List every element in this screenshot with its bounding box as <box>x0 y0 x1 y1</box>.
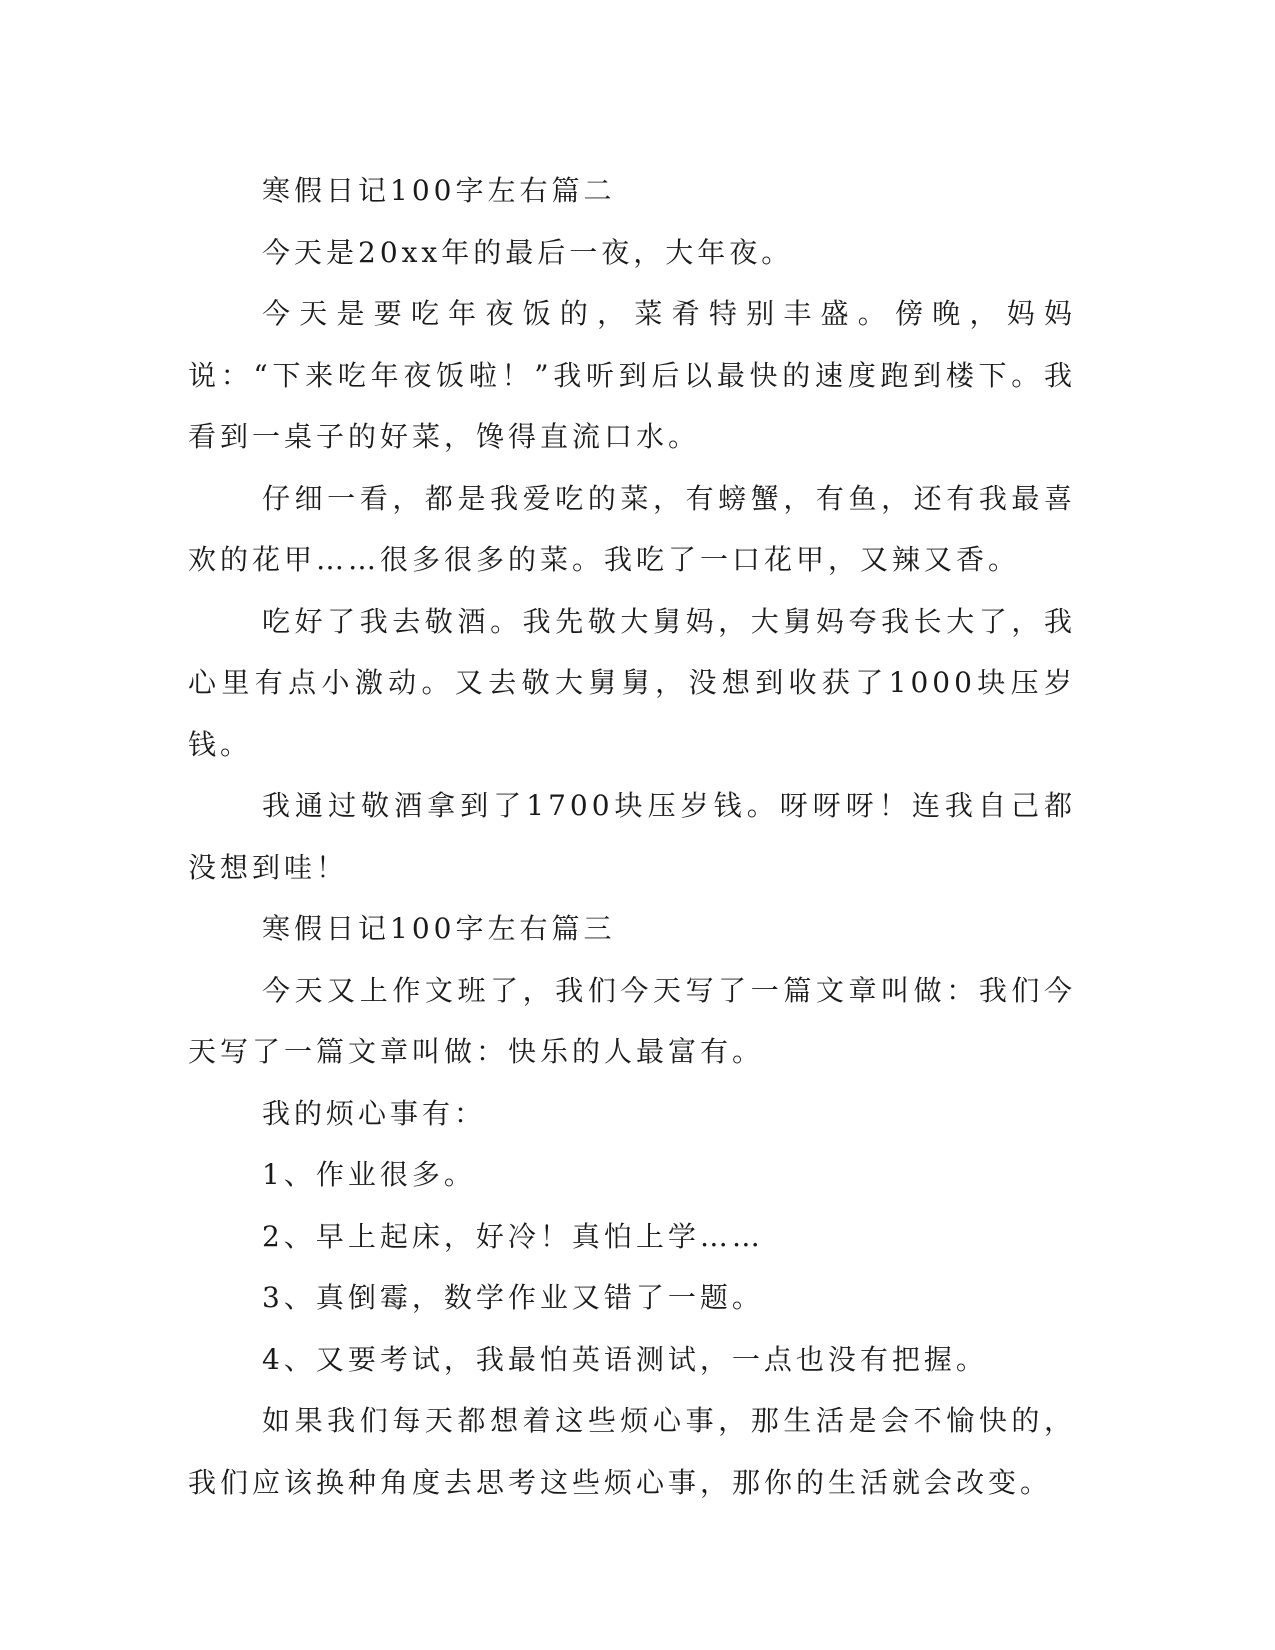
paragraph: 我的烦心事有： <box>262 1096 487 1130</box>
paragraph: 今天是要吃年夜饭的，菜肴特别丰盛。傍晚，妈妈说：“下来吃年夜饭啦！”我听到后以最快的速度跑到楼下。我看到一桌子的好菜，馋得直流口水。 <box>188 297 1076 453</box>
list-item: 4、又要考试，我最怕英语测试，一点也没有把握。 <box>262 1342 988 1376</box>
list-item: 1、作业很多。 <box>262 1158 476 1191</box>
paragraph: 如果我们每天都想着这些烦心事，那生活是会不愉快的，我们应该换种角度去思考这些烦心事，那你的生活就会改变。 <box>188 1404 1076 1499</box>
section-heading: 寒假日记100字左右篇二 <box>262 174 616 207</box>
list-item: 3、真倒霉，数学作业又错了一题。 <box>262 1281 764 1314</box>
paragraph: 今天又上作文班了，我们今天写了一篇文章叫做：我们今天写了一篇文章叫做：快乐的人最富有。 <box>188 973 1076 1068</box>
paragraph: 我通过敬酒拿到了1700块压岁钱。呀呀呀！连我自己都没想到哇！ <box>188 789 1076 884</box>
list-item: 2、早上起床，好冷！真怕上学…… <box>262 1219 764 1253</box>
paragraph: 吃好了我去敬酒。我先敬大舅妈，大舅妈夸我长大了，我心里有点小激动。又去敬大舅舅，没想到收获了1000块压岁钱。 <box>188 604 1076 761</box>
paragraph: 仔细一看，都是我爱吃的菜，有螃蟹，有鱼，还有我最喜欢的花甲……很多很多的菜。我吃了一口花甲，又辣又香。 <box>188 481 1076 576</box>
section-heading: 寒假日记100字左右篇三 <box>262 912 616 945</box>
document-body <box>188 160 1076 1513</box>
paragraph: 今天是20xx年的最后一夜，大年夜。 <box>262 235 794 269</box>
